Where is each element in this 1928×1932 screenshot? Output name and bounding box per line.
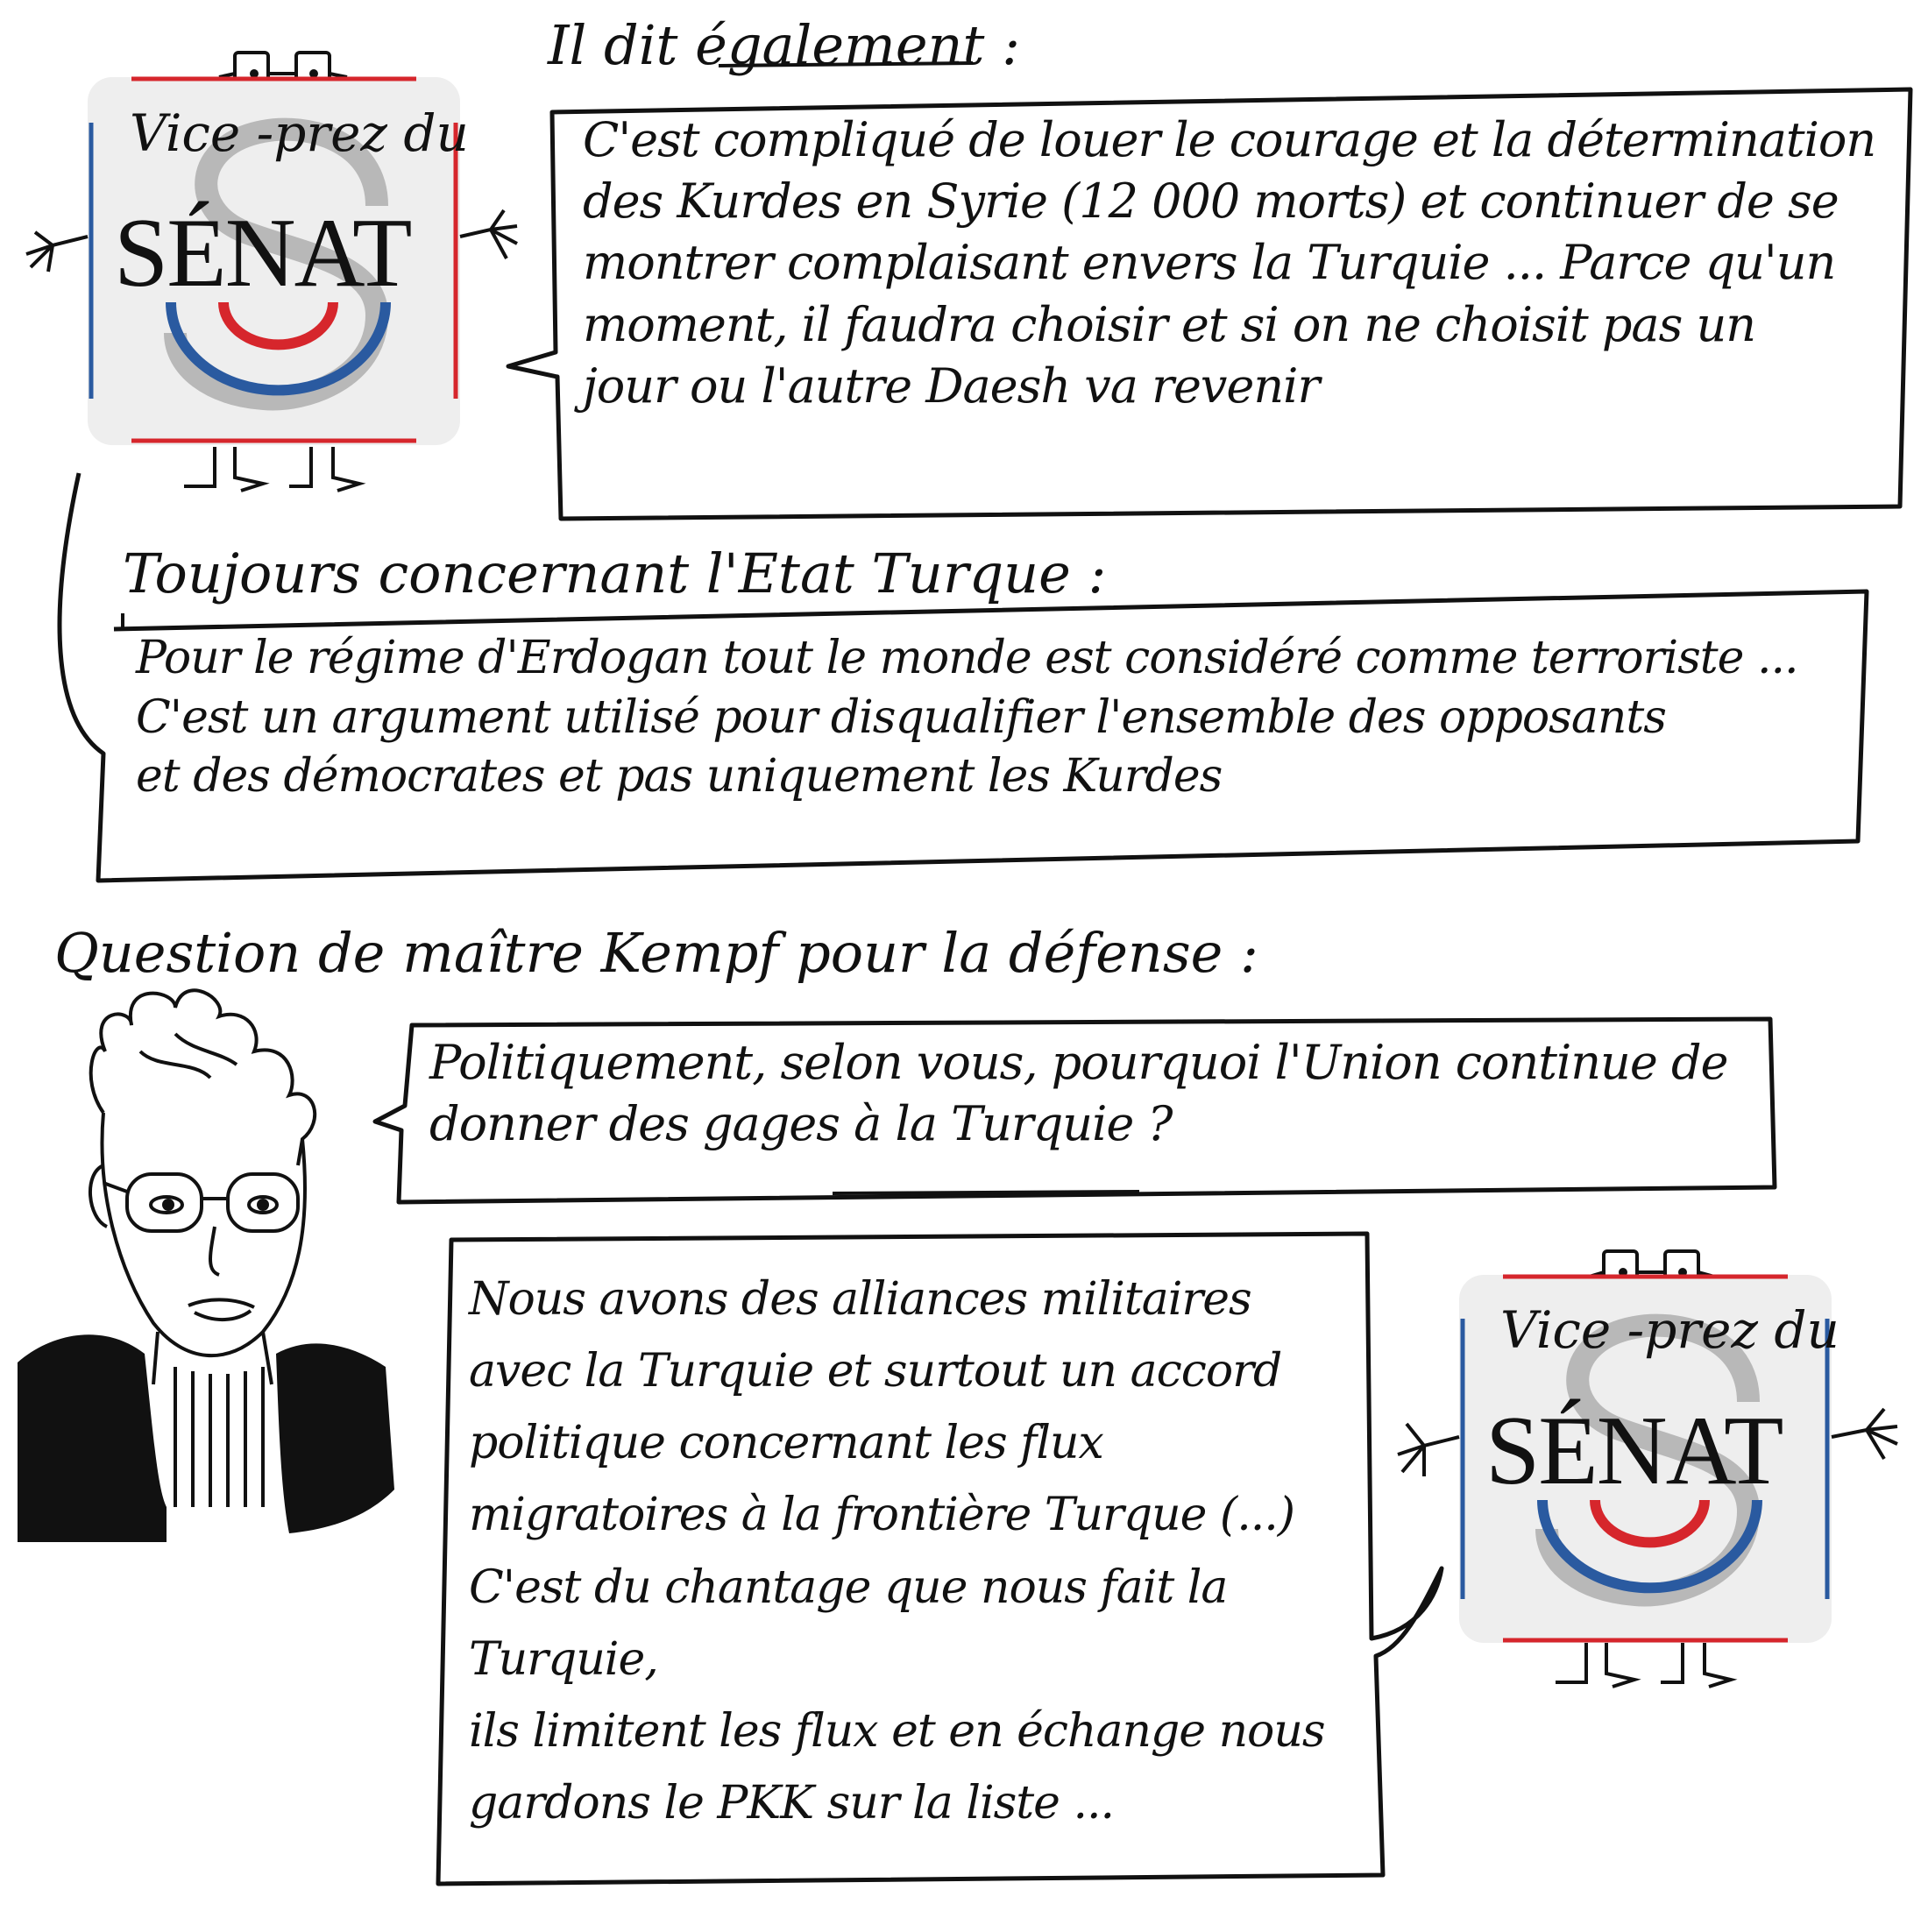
heading-toujours: Toujours concernant l'Etat Turque : (123, 541, 1107, 605)
legs (1556, 1643, 1731, 1687)
bubble-text-senat-3: Nous avons des alliances militaires avec la Turquie et surtout un accord politique concernant les flux migratoires à la frontière Turque (...) C'est du chantage que nous fait la Turquie, ils limitent les flux et en échange nous gardons le PKK sur la liste ... (469, 1273, 1325, 1830)
kempf-jacket (18, 1334, 167, 1542)
bubble-text-kempf: Politiquement, selon vous, pourquoi l'Union continue de donner des gages à la Turquie ? (429, 1035, 1728, 1152)
senat-bottom-caption: Vice -prez du (1500, 1300, 1839, 1360)
heading-question: Question de maître Kempf pour la défense : (54, 921, 1258, 985)
senat-top-caption: Vice -prez du (130, 103, 469, 163)
bubble-text-senat-1: C'est compliqué de louer le courage et la détermination des Kurdes en Syrie (12 000 morts) et continuer de se montrer complaisant envers la Turquie ... Parce qu'un moment, il faudra choisir et si on ne choisit pas un jour ou l'autre Daesh va revenir (583, 112, 1876, 414)
heading-underline (833, 1192, 1139, 1193)
heading-il-dit: Il dit également : (548, 13, 1020, 77)
senat-bottom-logo-text: SÉNAT (1485, 1397, 1783, 1505)
bubble-text-senat-2: Pour le régime d'Erdogan tout le monde est considéré comme terroriste ... C'est un argument utilisé pour disqualifier l'ensemble des opposants et des démocrates et pas uniquement les Kurdes (136, 632, 1798, 803)
legs (184, 447, 359, 491)
senat-top-logo-text: SÉNAT (114, 199, 411, 308)
kempf-jacket-right (276, 1343, 394, 1533)
